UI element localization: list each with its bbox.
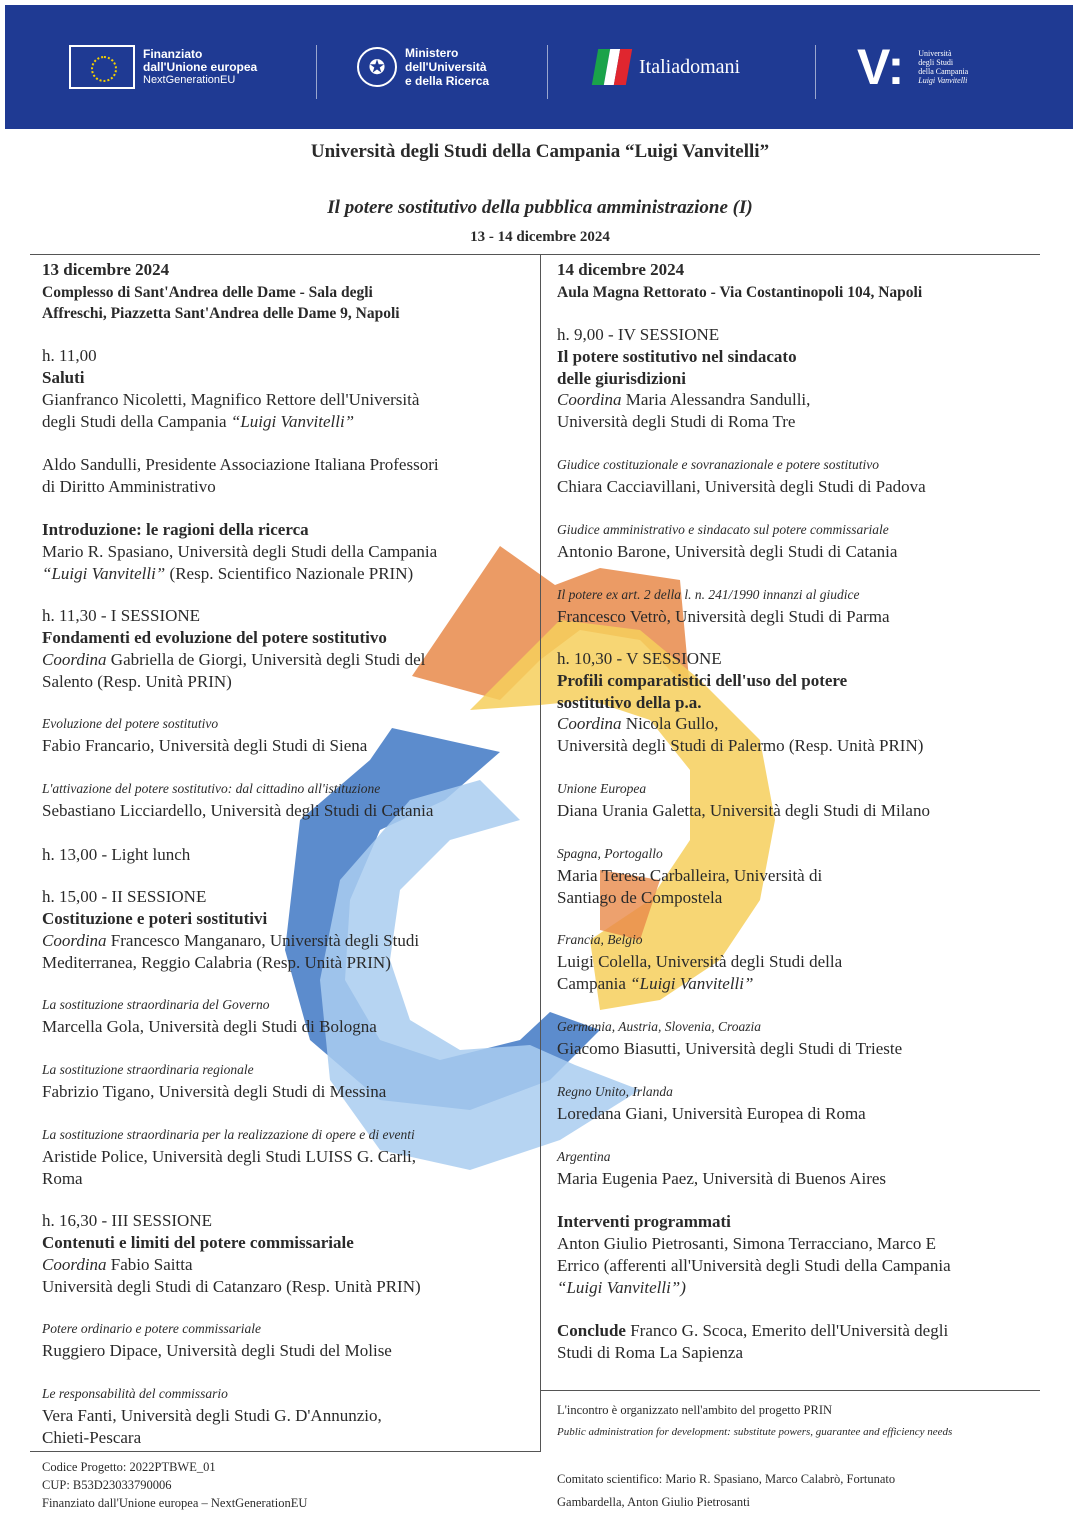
session5-title-line2: sostitutivo della p.a. (557, 693, 702, 712)
funded-note: Finanziato dall'Unione europea – NextGenerationEU (42, 1496, 308, 1510)
session4-title-line2: delle giurisdizioni (557, 369, 686, 388)
session4-time: h. 9,00 - IV SESSIONE (557, 325, 720, 344)
responsabilita-title: Le responsabilità del commissario (42, 1386, 228, 1401)
v-line3: della Campania (918, 67, 969, 76)
carballeira-line1: Maria Teresa Carballeira, Università di (557, 866, 823, 885)
session5-title-line1: Profili comparatistici dell'uso del potere (557, 671, 848, 690)
right-bottom-rule (540, 1390, 1040, 1391)
session5-time: h. 10,30 - V SESSIONE (557, 649, 722, 668)
light-lunch: h. 13,00 - Light lunch (42, 845, 191, 864)
evoluzione-title: Evoluzione del potere sostitutivo (42, 716, 219, 731)
cacciavillani-speaker: Chiara Cacciavillani, Università degli Studi di Padova (557, 477, 926, 496)
session3-title: Contenuti e limiti del potere commissariale (42, 1233, 354, 1252)
conference-dates: 13 - 14 dicembre 2024 (470, 229, 610, 245)
session2-coord-line2: Mediterranea, Reggio Calabria (Resp. Unità PRIN) (42, 953, 391, 972)
eu-funding-logo (69, 5, 257, 129)
mur-line1: Ministero (405, 46, 459, 60)
intro-heading: Introduzione: le ragioni della ricerca (42, 520, 309, 539)
top-rule (30, 254, 1040, 255)
session1-coord-line2: Salento (Resp. Unità PRIN) (42, 672, 232, 691)
galetta-speaker: Diana Urania Galetta, Università degli Studi di Milano (557, 801, 930, 820)
italia-flag-icon (587, 45, 631, 89)
session4-coord-name: Maria Alessandra Sandulli, (621, 390, 811, 409)
spasiano-line2b: (Resp. Scientifico Nazionale PRIN) (165, 564, 414, 583)
police-speaker-line1: Aristide Police, Università degli Studi LUISS G. Carli, (42, 1147, 416, 1166)
session3-time: h. 16,30 - III SESSIONE (42, 1211, 212, 1230)
eu-line3: NextGenerationEU (143, 73, 236, 86)
conclude-label: Conclude (557, 1321, 626, 1340)
governo-title: La sostituzione straordinaria del Governo (42, 997, 270, 1012)
prin-note: L'incontro è organizzato nell'ambito del progetto PRIN (557, 1403, 833, 1417)
italiadomani-logo (587, 5, 740, 129)
sandulli-line2: di Diritto Amministrativo (42, 477, 216, 496)
session2-coord-name: Francesco Manganaro, Università degli Studi (106, 931, 420, 950)
session1-coord-line1 (42, 649, 425, 671)
gola-speaker: Marcella Gola, Università degli Studi di Bologna (42, 1017, 377, 1036)
licciardello-speaker: Sebastiano Licciardello, Università degli Studi di Catania (42, 801, 434, 820)
argentina-title: Argentina (557, 1149, 611, 1164)
left-bottom-rule (30, 1451, 541, 1452)
colella-line2b: “Luigi Vanvitelli” (630, 974, 754, 993)
session4-coord-line2: Università degli Studi di Roma Tre (557, 412, 796, 431)
paez-speaker: Maria Eugenia Paez, Università di Buenos Aires (557, 1169, 887, 1188)
tigano-speaker: Fabrizio Tigano, Università degli Studi di Messina (42, 1082, 387, 1101)
session2-time: h. 15,00 - II SESSIONE (42, 887, 207, 906)
nicoletti-line2b: “Luigi Vanvitelli” (230, 412, 355, 431)
mur-line2: dell'Università (405, 60, 487, 74)
italiadomani-label: Italiadomani (639, 55, 741, 78)
ministry-logo (357, 5, 489, 129)
spasiano-line2 (42, 563, 413, 585)
giani-speaker: Loredana Giani, Università Europea di Roma (557, 1104, 866, 1123)
cup-code: CUP: B53D23033790006 (42, 1478, 172, 1492)
time-1100: h. 11,00 (42, 346, 97, 365)
barone-speaker: Antonio Barone, Università degli Studi di Catania (557, 542, 898, 561)
interventi-line2: Errico (afferenti all'Università degli Studi della Campania (557, 1256, 951, 1275)
fanti-speaker-line1: Vera Fanti, Università degli Studi G. D'Annunzio, (42, 1406, 382, 1425)
colella-line2a: Campania (557, 974, 631, 993)
conclude-line1 (557, 1320, 948, 1342)
francia-title: Francia, Belgio (557, 932, 643, 947)
colella-line2 (557, 973, 753, 995)
vanvitelli-logo (857, 5, 968, 129)
mur-line3: e della Ricerca (405, 74, 490, 88)
giudice-amministrativo-title: Giudice amministrativo e sindacato sul potere commissariale (557, 522, 889, 537)
session1-time: h. 11,30 - I SESSIONE (42, 606, 201, 625)
v-line4: Luigi Vanvitelli (918, 76, 968, 85)
day1-venue-line1: Complesso di Sant'Andrea delle Dame - Sala degli (42, 284, 373, 301)
art2-title: Il potere ex art. 2 della l. n. 241/1990 innanzi al giudice (557, 587, 860, 602)
fanti-speaker-line2: Chieti-Pescara (42, 1428, 142, 1447)
opere-title: La sostituzione straordinaria per la realizzazione di opere e di eventi (42, 1127, 415, 1142)
comitato-line2: Gambardella, Anton Giulio Pietrosanti (557, 1495, 751, 1509)
nicoletti-line2a: degli Studi della Campania (42, 412, 231, 431)
session2-title: Costituzione e poteri sostitutivi (42, 909, 268, 928)
spasiano-line1: Mario R. Spasiano, Università degli Studi della Campania (42, 542, 438, 561)
conclude-line2: Studi di Roma La Sapienza (557, 1343, 744, 1362)
session5-coord-label: Coordina (557, 714, 622, 733)
university-name: Università degli Studi della Campania “Luigi Vanvitelli” (310, 141, 770, 162)
session3-coord-line2: Università degli Studi di Catanzaro (Resp. Unità PRIN) (42, 1277, 421, 1296)
day1-date: 13 dicembre 2024 (42, 260, 170, 279)
giudice-costituzionale-title: Giudice costituzionale e sovranazionale e potere sostitutivo (557, 457, 879, 472)
eu-flag-icon (69, 45, 135, 89)
session3-coord-name: Fabio Saitta (106, 1255, 193, 1274)
interventi-line1: Anton Giulio Pietrosanti, Simona Terracciano, Marco E (557, 1234, 937, 1253)
session4-coord-label: Coordina (557, 390, 622, 409)
session2-coord-line1 (42, 930, 419, 952)
spasiano-line2a: “Luigi Vanvitelli” (42, 564, 166, 583)
v-line2: degli Studi (918, 58, 954, 67)
germania-title: Germania, Austria, Slovenia, Croazia (557, 1019, 762, 1034)
codice-progetto: Codice Progetto: 2022PTBWE_01 (42, 1460, 216, 1474)
comitato-line1: Comitato scientifico: Mario R. Spasiano, Marco Calabrò, Fortunato (557, 1472, 896, 1486)
v-line1: Università (918, 49, 952, 58)
spagna-title: Spagna, Portogallo (557, 846, 663, 861)
session3-coord-label: Coordina (42, 1255, 107, 1274)
conclude-speaker: Franco G. Scoca, Emerito dell'Università degli (625, 1321, 949, 1340)
nicoletti-line2 (42, 411, 354, 433)
sandulli-line1: Aldo Sandulli, Presidente Associazione Italiana Professori (42, 455, 439, 474)
vanvitelli-v-icon: V: (857, 39, 905, 95)
day2-date: 14 dicembre 2024 (557, 260, 685, 279)
police-speaker-line2: Roma (42, 1169, 83, 1188)
ue-title: Unione Europea (557, 781, 647, 796)
funding-banner (5, 5, 1073, 129)
day2-venue: Aula Magna Rettorato - Via Costantinopoli 104, Napoli (557, 284, 923, 301)
session5-coord-line2: Università degli Studi di Palermo (Resp. Unità PRIN) (557, 736, 924, 755)
session5-coord-line1 (557, 713, 718, 735)
session2-coord-label: Coordina (42, 931, 107, 950)
session1-coord-label: Coordina (42, 650, 107, 669)
carballeira-line2: Santiago de Compostela (557, 888, 723, 907)
regionale-title: La sostituzione straordinaria regionale (42, 1062, 254, 1077)
session1-title: Fondamenti ed evoluzione del potere sostitutivo (42, 628, 387, 647)
interventi-heading: Interventi programmati (557, 1212, 731, 1231)
session5-coord-name: Nicola Gullo, (621, 714, 719, 733)
session4-title-line1: Il potere sostitutivo nel sindacato (557, 347, 797, 366)
italian-emblem-icon: ✪ (357, 47, 397, 87)
attivazione-title: L'attivazione del potere sostitutivo: dal cittadino all'istituzione (42, 781, 381, 796)
conference-title: Il potere sostitutivo della pubblica amministrazione (I) (327, 197, 753, 218)
colella-line1: Luigi Colella, Università degli Studi della (557, 952, 843, 971)
session1-coord-name: Gabriella de Giorgi, Università degli Studi del (106, 650, 426, 669)
session4-coord-line1 (557, 389, 810, 411)
vetro-speaker: Francesco Vetrò, Università degli Studi di Parma (557, 607, 890, 626)
regno-unito-title: Regno Unito, Irlanda (557, 1084, 673, 1099)
saluti-heading: Saluti (42, 368, 85, 387)
potere-ordinario-title: Potere ordinario e potere commissariale (42, 1321, 261, 1336)
eu-title: Finanziato (143, 46, 203, 61)
interventi-line3: “Luigi Vanvitelli”) (557, 1278, 686, 1297)
nicoletti-line1: Gianfranco Nicoletti, Magnifico Rettore dell'Università (42, 390, 420, 409)
dipace-speaker: Ruggiero Dipace, Università degli Studi del Molise (42, 1341, 392, 1360)
francario-speaker: Fabio Francario, Università degli Studi di Siena (42, 736, 368, 755)
day1-venue-line2: Affreschi, Piazzetta Sant'Andrea delle Dame 9, Napoli (42, 305, 400, 322)
biasutti-speaker: Giacomo Biasutti, Università degli Studi di Trieste (557, 1039, 903, 1058)
session3-coord-line1 (42, 1254, 193, 1276)
column-divider (540, 255, 541, 1451)
prin-project-title: Public administration for development: substitute powers, guarantee and efficiency needs (557, 1426, 953, 1438)
eu-line2: dall'Unione europea (143, 59, 258, 74)
